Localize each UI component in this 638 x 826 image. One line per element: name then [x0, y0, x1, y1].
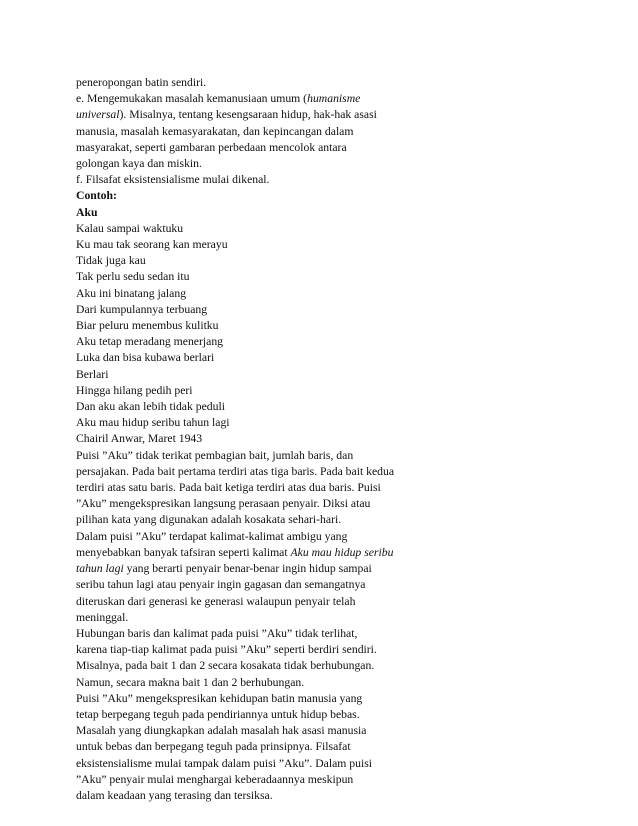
italic-term: humanisme — [307, 92, 361, 106]
poem-line: Aku tetap meradang menerjang — [76, 335, 224, 349]
body-line: diteruskan dari generasi ke generasi walaupun penyair telah — [76, 594, 356, 608]
body-line — [76, 91, 566, 107]
body-line — [76, 561, 566, 577]
body-line: Misalnya, pada bait 1 dan 2 secara kosakata tidak berhubungan. — [76, 659, 375, 673]
poem-line: Biar peluru menembus kulitku — [76, 319, 219, 333]
poem-line: Aku mau hidup seribu tahun lagi — [76, 416, 230, 430]
poem-line: Dari kumpulannya terbuang — [76, 302, 208, 316]
body-line: masyarakat, seperti gambaran perbedaan mencolok antara — [76, 140, 347, 154]
italic-quote: Aku mau hidup seribu — [290, 545, 394, 559]
body-line: karena tiap-tiap kalimat pada puisi ”Aku” seperti berdiri sendiri. — [76, 643, 377, 657]
body-line: manusia, masalah kemasyarakatan, dan kepincangan dalam — [76, 124, 354, 138]
body-line: meninggal. — [76, 610, 129, 624]
poem-line: Luka dan bisa kubawa berlari — [76, 351, 215, 365]
body-line — [76, 107, 566, 123]
body-line: untuk bebas dan berpegang teguh pada prinsipnya. Filsafat — [76, 740, 351, 754]
text-run: e. Mengemukakan masalah kemanusiaan umum ( — [76, 92, 308, 106]
body-line: dalam keadaan yang terasing dan tersiksa. — [76, 788, 273, 802]
poem-title: Aku — [76, 205, 98, 219]
body-line: f. Filsafat eksistensialisme mulai dikenal. — [76, 173, 270, 187]
body-line: Namun, secara makna bait 1 dan 2 berhubungan. — [76, 675, 305, 689]
poem-line: Aku ini binatang jalang — [76, 286, 187, 300]
italic-term: universal — [76, 108, 120, 122]
poem-line: Kalau sampai waktuku — [76, 221, 184, 235]
poem-attribution: Chairil Anwar, Maret 1943 — [76, 432, 203, 446]
italic-quote: tahun lagi — [76, 562, 124, 576]
text-run: menyebabkan banyak tafsiran seperti kalimat — [76, 545, 291, 559]
body-line: Masalah yang diungkapkan adalah masalah hak asasi manusia — [76, 724, 367, 738]
example-heading: Contoh: — [76, 189, 117, 203]
body-line: persajakan. Pada bait pertama terdiri atas tiga baris. Pada bait kedua — [76, 464, 395, 478]
body-line: ”Aku” penyair mulai menghargai keberadaannya meskipun — [76, 772, 354, 786]
poem-line: Berlari — [76, 367, 109, 381]
body-line — [76, 545, 566, 561]
body-line: Puisi ”Aku” mengekspresikan kehidupan batin manusia yang — [76, 691, 363, 705]
body-line: Puisi ”Aku” tidak terikat pembagian bait, jumlah baris, dan — [76, 448, 354, 462]
poem-line: Ku mau tak seorang kan merayu — [76, 238, 228, 252]
body-line: terdiri atas satu baris. Pada bait ketiga terdiri atas dua baris. Puisi — [76, 481, 381, 495]
poem-line: Tak perlu sedu sedan itu — [76, 270, 190, 284]
body-line: tetap berpegang teguh pada pendiriannya untuk hidup bebas. — [76, 707, 360, 721]
document-page — [76, 75, 566, 804]
body-line: golongan kaya dan miskin. — [76, 157, 202, 171]
body-line: ”Aku” mengekspresikan langsung perasaan penyair. Diksi atau — [76, 497, 371, 511]
poem-line: Hingga hilang pedih peri — [76, 383, 193, 397]
body-line: seribu tahun lagi atau penyair ingin gagasan dan semangatnya — [76, 578, 366, 592]
poem-line: Dan aku akan lebih tidak peduli — [76, 400, 225, 414]
body-line: pilihan kata yang digunakan adalah kosakata sehari-hari. — [76, 513, 342, 527]
body-line: Dalam puisi ”Aku” terdapat kalimat-kalimat ambigu yang — [76, 529, 348, 543]
poem-line: Tidak juga kau — [76, 254, 146, 268]
text-run: yang berarti penyair benar-benar ingin hidup sampai — [123, 562, 372, 576]
body-line: peneropongan batin sendiri. — [76, 76, 207, 89]
body-line: eksistensialisme mulai tampak dalam puisi ”Aku”. Dalam puisi — [76, 756, 373, 770]
text-run: ). Misalnya, tentang kesengsaraan hidup, hak-hak asasi — [119, 108, 377, 122]
body-line: Hubungan baris dan kalimat pada puisi ”Aku” tidak terlihat, — [76, 626, 358, 640]
